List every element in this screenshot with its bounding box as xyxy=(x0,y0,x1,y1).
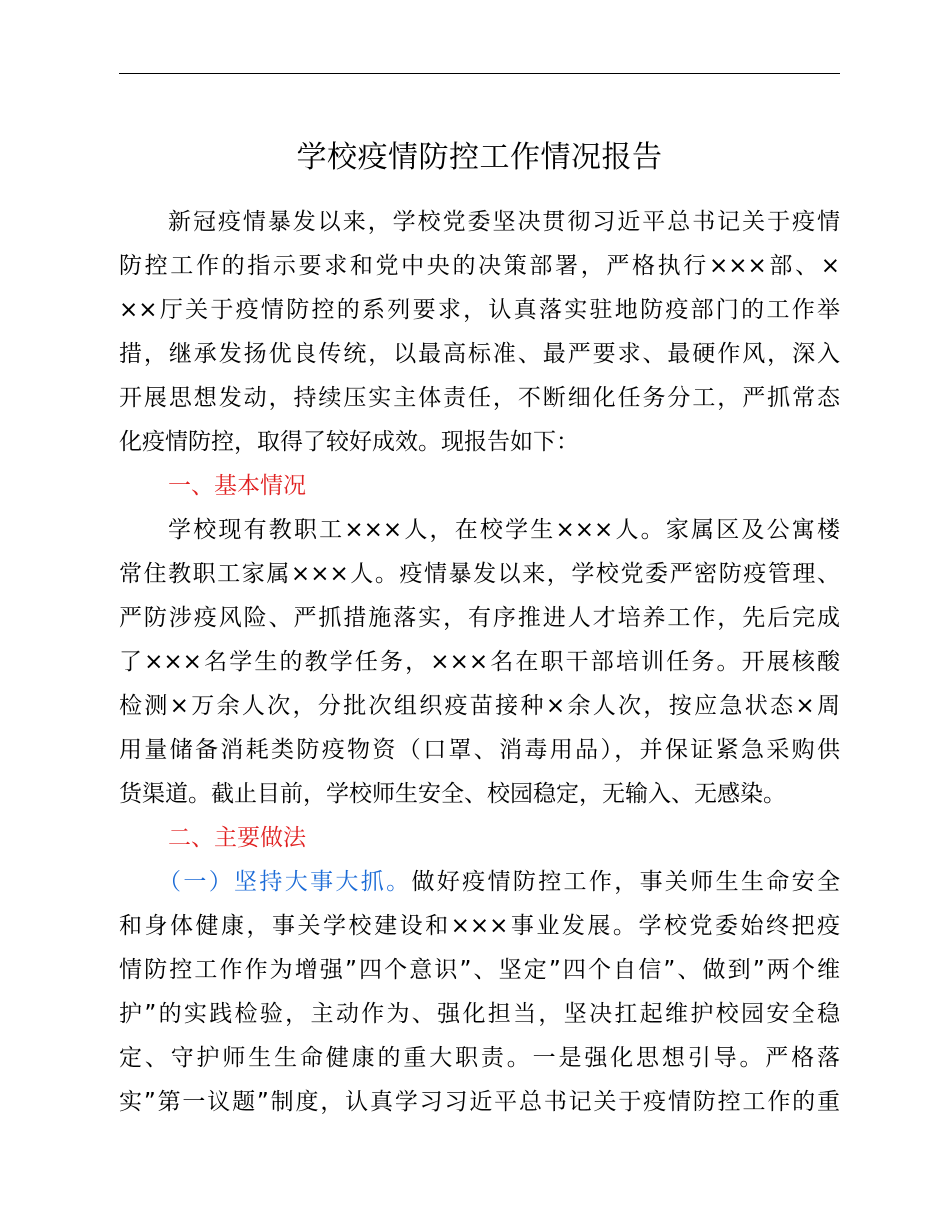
paragraph-3-line-6: 实”第一议题”制度，认真学习习近平总书记关于疫情防控工作的重 xyxy=(119,1089,840,1115)
paragraph-2-line-7: 货渠道。截止目前，学校师生安全、校园稳定，无输入、无感染。 xyxy=(119,781,786,807)
paragraph-3-line-3: 情防控工作作为增强”四个意识”、坚定”四个自信”、做到”两个维 xyxy=(119,957,840,983)
paragraph-1-line-2: 防控工作的指示要求和党中央的决策部署，严格执行×××部、× xyxy=(119,253,840,279)
paragraph-1-line-4: 措，继承发扬优良传统，以最高标准、最严要求、最硬作风，深入 xyxy=(119,341,840,367)
subsection-lead: （一）坚持大事大抓。 xyxy=(158,869,412,895)
paragraph-1-line-1: 新冠疫情暴发以来，学校党委坚决贯彻习近平总书记关于疫情 xyxy=(168,209,840,235)
paragraph-3-first-text: 做好疫情防控工作，事关师生生命安全 xyxy=(411,869,841,895)
paragraph-1-line-3: ××厅关于疫情防控的系列要求，认真落实驻地防疫部门的工作举 xyxy=(119,297,840,323)
top-rule xyxy=(119,73,840,74)
paragraph-3-line-5: 定、守护师生生命健康的重大职责。一是强化思想引导。严格落 xyxy=(119,1045,840,1071)
section-heading-1: 一、基本情况 xyxy=(168,473,306,499)
paragraph-1-line-6: 化疫情防控，取得了较好成效。现报告如下： xyxy=(119,429,579,455)
paragraph-2-line-4: 了×××名学生的教学任务，×××名在职干部培训任务。开展核酸 xyxy=(119,649,840,675)
paragraph-2-line-5: 检测×万余人次，分批次组织疫苗接种×余人次，按应急状态×周 xyxy=(119,693,840,719)
paragraph-3-line-1 xyxy=(158,867,840,897)
paragraph-2-line-3: 严防涉疫风险、严抓措施落实，有序推进人才培养工作，先后完成 xyxy=(119,605,840,631)
section-heading-2: 二、主要做法 xyxy=(168,825,306,851)
document-title: 学校疫情防控工作情况报告 xyxy=(296,140,663,175)
paragraph-3-line-2: 和身体健康，事关学校建设和×××事业发展。学校党委始终把疫 xyxy=(119,913,840,939)
paragraph-2-line-2: 常住教职工家属×××人。疫情暴发以来，学校党委严密防疫管理、 xyxy=(119,561,840,587)
paragraph-2-line-6: 用量储备消耗类防疫物资（口罩、消毒用品），并保证紧急采购供 xyxy=(119,737,840,763)
paragraph-1-line-5: 开展思想发动，持续压实主体责任，不断细化任务分工，严抓常态 xyxy=(119,385,840,411)
paragraph-3-line-4: 护”的实践检验，主动作为、强化担当，坚决扛起维护校园安全稳 xyxy=(119,1001,840,1027)
paragraph-2-line-1: 学校现有教职工×××人，在校学生×××人。家属区及公寓楼 xyxy=(168,517,840,543)
